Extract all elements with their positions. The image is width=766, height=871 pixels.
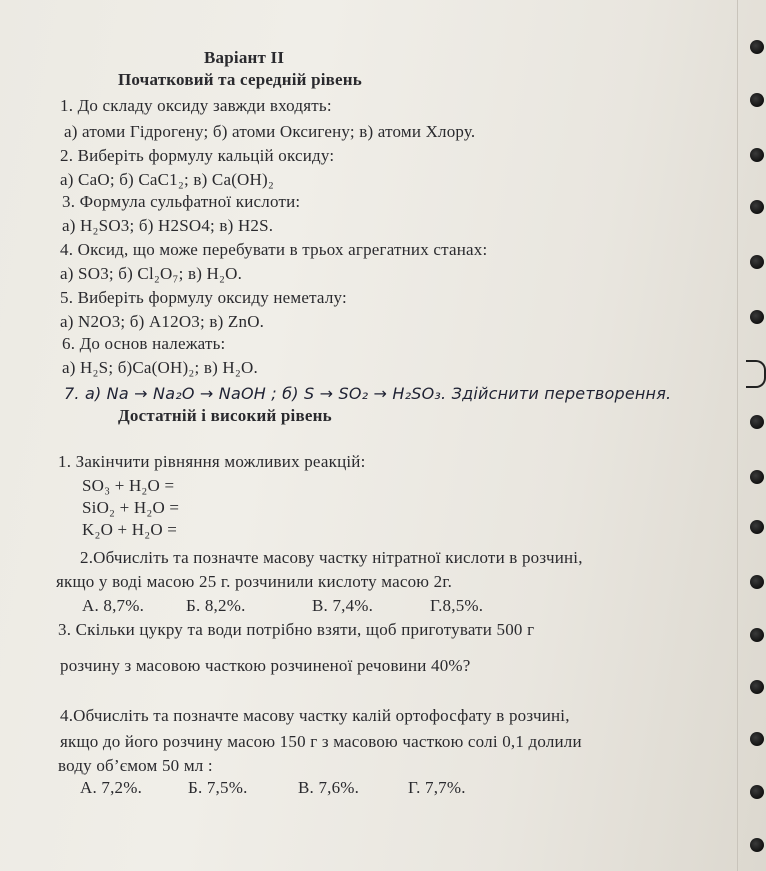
spiral-hole <box>750 40 764 54</box>
adv-question-4-line3: воду об’ємом 50 мл : <box>58 756 213 775</box>
spiral-hole <box>750 680 764 694</box>
question-1: 1. До складу оксиду завжди входять: <box>60 96 332 115</box>
spiral-hole <box>750 310 764 324</box>
question-3: 3. Формула сульфатної кислоти: <box>62 192 301 211</box>
page-edge <box>737 0 738 871</box>
spiral-hole <box>750 93 764 107</box>
answer-6: а) H₂S; б)Ca(OH)₂; в) H₂O. <box>62 358 258 377</box>
spiral-hole <box>750 470 764 484</box>
option-b: Б. 7,5%. <box>188 778 248 797</box>
spiral-hole <box>750 255 764 269</box>
spiral-hole <box>750 520 764 534</box>
adv-question-2-line1: 2.Обчисліть та позначте масову частку нітратної кислоти в розчині, <box>80 548 583 567</box>
option-a: А. 7,2%. <box>80 778 143 797</box>
basic-level-heading: Початковий та середній рівень <box>118 70 362 89</box>
question-2: 2. Виберіть формулу кальцій оксиду: <box>60 146 335 165</box>
variant-title: Варіант ІІ <box>204 48 285 67</box>
option-d: Г.8,5%. <box>430 596 484 615</box>
answer-3: а) H₂SO3; б) H2SO4; в) H2S. <box>62 216 274 235</box>
option-a: А. 8,7%. <box>82 596 145 615</box>
option-c: В. 7,6%. <box>298 778 360 797</box>
advanced-level-heading: Достатній і високий рівень <box>118 406 332 425</box>
question-7-handwritten: 7. а) Na → Na₂O → NaOH ; б) S → SO₂ → H₂SO₃. Здійснити перетворення. <box>64 384 672 403</box>
question-4: 4. Оксид, що може перебувати в трьох агрегатних станах: <box>60 240 488 259</box>
answer-4: а) SO3; б) Cl₂O₇; в) H₂O. <box>60 264 243 283</box>
spiral-hole <box>750 838 764 852</box>
page-fold-mark <box>746 360 766 388</box>
adv-question-3-line2: розчину з масовою часткою розчиненої речовини 40%? <box>60 656 471 675</box>
spiral-hole <box>750 575 764 589</box>
equation-3: K₂O + H₂O = <box>82 520 178 539</box>
adv-question-4-line1: 4.Обчисліть та позначте масову частку калій ортофосфату в розчині, <box>60 706 570 725</box>
adv-question-4-line2: якщо до його розчину масою 150 г з масовою часткою солі 0,1 долили <box>60 732 582 751</box>
spiral-hole <box>750 415 764 429</box>
answer-5: а) N2O3; б) A12O3; в) ZnO. <box>60 312 265 331</box>
answer-1: а) атоми Гідрогену; б) атоми Оксигену; в) атоми Хлору. <box>64 122 476 141</box>
option-b: Б. 8,2%. <box>186 596 246 615</box>
spiral-hole <box>750 148 764 162</box>
adv-question-1: 1. Закінчити рівняння можливих реакцій: <box>58 452 366 471</box>
question-6: 6. До основ належать: <box>62 334 226 353</box>
spiral-hole <box>750 732 764 746</box>
option-d: Г. 7,7%. <box>408 778 466 797</box>
answer-2: а) CaO; б) CaC1₂; в) Ca(OH)₂ <box>60 170 274 189</box>
question-5: 5. Виберіть формулу оксиду неметалу: <box>60 288 347 307</box>
option-c: В. 7,4%. <box>312 596 374 615</box>
adv-question-3-line1: 3. Скільки цукру та води потрібно взяти, щоб приготувати 500 г <box>58 620 535 639</box>
equation-1: SO₃ + H₂O = <box>82 476 175 495</box>
spiral-hole <box>750 628 764 642</box>
spiral-hole <box>750 785 764 799</box>
equation-2: SiO₂ + H₂O = <box>82 498 180 517</box>
spiral-hole <box>750 200 764 214</box>
adv-question-2-line2: якщо у воді масою 25 г. розчинили кислоту масою 2г. <box>56 572 453 591</box>
